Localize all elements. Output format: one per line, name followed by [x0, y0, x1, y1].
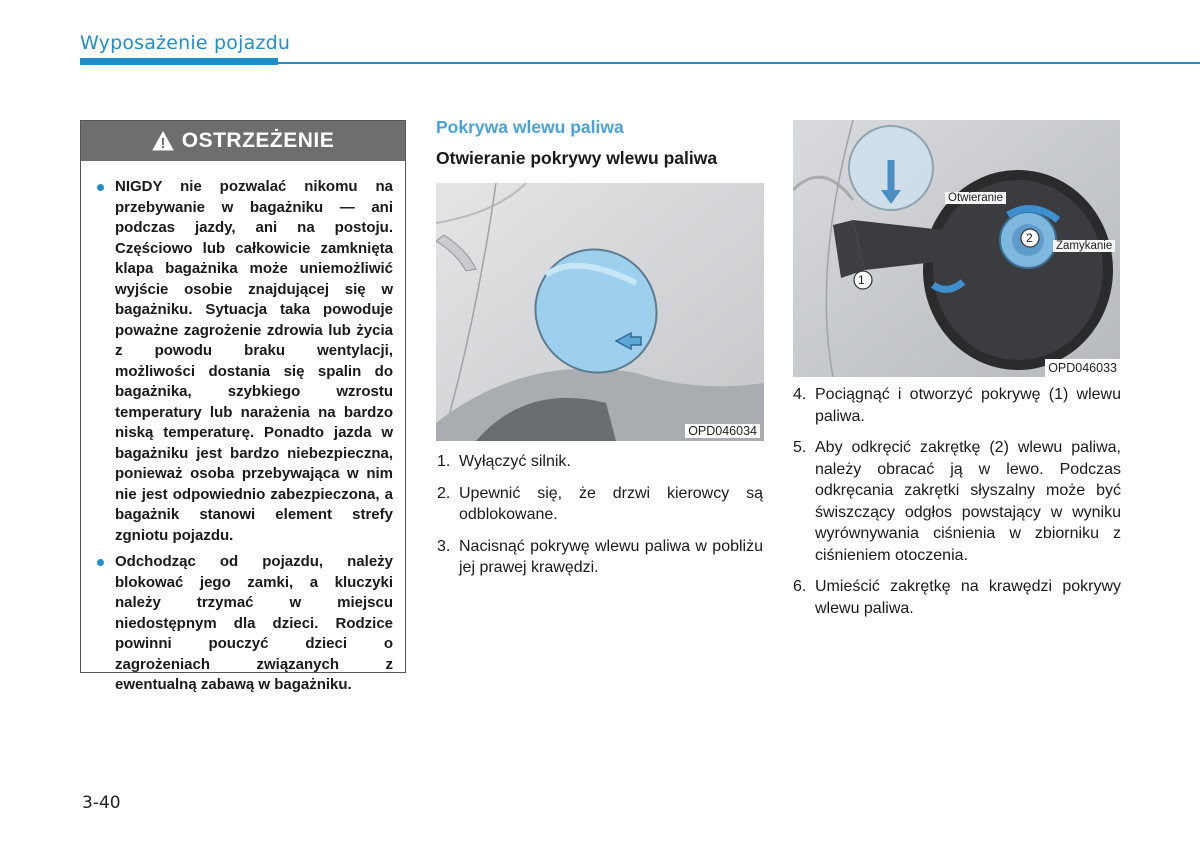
- warning-item: NIGDY nie pozwalać nikomu na przebywanie w bagażniku — ani podczas jazdy, ani na postoju. Częściowo lub całkowicie zamknięta klapa bagażnika może uniemożliwić wyjście osobie znajdującej się w bagażniku. Sytuacja taka powoduje poważne zagrożenie zdrowia lub życia z powodu braku wentylacji, możliwości dostania się spalin do bagażnika, szybkiego wzrostu temperatury lub narażenia na bardzo niską temperaturę. Ponadto jazda w bagażniku jest bardzo niebezpieczna, ponieważ osoba przebywająca w nim nie jest odpowiednio zabezpieczona, a bagażnik stanowi element strefy zgniotu pojazdu.: [91, 177, 393, 546]
- marker-2: 2: [1026, 231, 1033, 245]
- section-title: Pokrywa wlewu paliwa: [436, 117, 624, 137]
- warning-triangle-icon: [152, 131, 174, 151]
- steps-list-right: [793, 384, 1121, 629]
- figure-fuel-door-closed: [436, 183, 764, 441]
- step-item: 6. Umieścić zakrętkę na krawędzi pokrywy wlewu paliwa.: [793, 578, 1121, 617]
- warning-header: [81, 121, 405, 161]
- figure-code: OPD046034: [685, 424, 760, 438]
- step-item: 5. Aby odkręcić zakrętkę (2) wlewu paliwa, należy obracać ją w lewo. Podczas odkręcania zakrętki słyszalny może być świszczący odgłos powstający w wyniku wyrównywania ciśnienia w zbiorniku z ciśnieniem otoczenia.: [793, 439, 1121, 564]
- label-close: Zamykanie: [1053, 240, 1115, 252]
- step-item: 2. Upewnić się, że drzwi kierowcy są odblokowane.: [437, 484, 763, 523]
- step-item: 3. Nacisnąć pokrywę wlewu paliwa w pobliżu jej prawej krawędzi.: [437, 537, 763, 576]
- section-subtitle: Otwieranie pokrywy wlewu paliwa: [436, 148, 718, 168]
- header-rule-accent: [80, 58, 278, 65]
- warning-list: [81, 161, 405, 696]
- section-header-title: Wyposażenie pojazdu: [80, 32, 291, 54]
- car-side-illustration: [436, 183, 764, 441]
- header-rule: [278, 62, 1200, 64]
- bullet-icon: [97, 559, 104, 566]
- warning-heading: OSTRZEŻENIE: [181, 129, 335, 152]
- warning-box: [80, 120, 406, 693]
- figure-code: OPD046033: [1045, 359, 1120, 377]
- step-item: 1. Wyłączyć silnik.: [437, 453, 571, 470]
- steps-list-left: [437, 451, 763, 589]
- warning-item: Odchodząc od pojazdu, należy blokować jego zamki, a kluczyki należy trzymać w miejscu niedostępnym dla dzieci. Rodzice powinni pouczyć dzieci o zagrożeniach związanych z ewentualną zabawą w bagażniku.: [91, 552, 393, 696]
- bullet-icon: [97, 184, 104, 191]
- page-number: 3-40: [82, 793, 121, 813]
- step-item: 4. Pociągnąć i otworzyć pokrywę (1) wlewu paliwa.: [793, 386, 1121, 425]
- figure-fuel-cap-open: [793, 120, 1120, 377]
- marker-1: 1: [858, 273, 865, 287]
- label-open: Otwieranie: [945, 192, 1006, 204]
